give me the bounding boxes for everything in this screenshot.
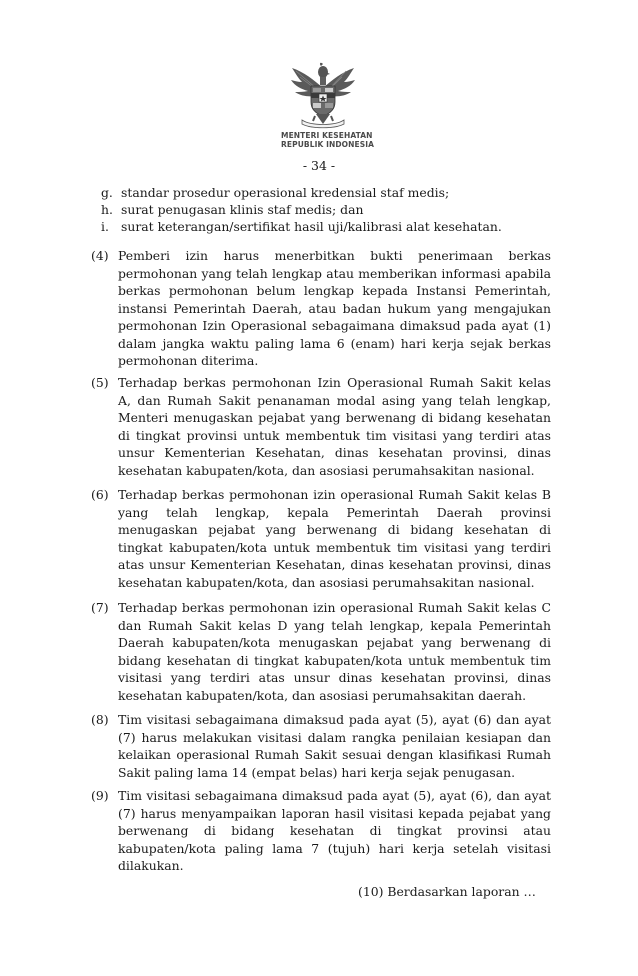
- paragraph-5: [91, 374, 551, 479]
- ministry-line-2: REPUBLIK INDONESIA: [281, 140, 375, 149]
- list-letter: g.: [101, 185, 113, 200]
- list-letter: i.: [101, 219, 109, 234]
- paragraph-number: (9): [91, 788, 109, 803]
- list-text: surat keterangan/sertifikat hasil uji/kalibrasi alat kesehatan.: [121, 219, 502, 234]
- continuation-note: (10) Berdasarkan laporan …: [358, 884, 536, 899]
- paragraph-text: Tim visitasi sebagaimana dimaksud pada ayat (5), ayat (6), dan ayat (7) harus menyampaikan laporan hasil visitasi kepada pejabat yang berwenang di bidang kesehatan di tingkat provinsi atau kabupaten/kota paling lama 7 (tujuh) hari kerja setelah visitasi dilakukan.: [118, 788, 551, 873]
- list-item-g: [101, 184, 449, 201]
- page-number: - 34 -: [302, 158, 336, 173]
- paragraph-number: (7): [91, 600, 109, 615]
- list-item-h: [101, 201, 363, 218]
- paragraph-text: Tim visitasi sebagaimana dimaksud pada ayat (5), ayat (6) dan ayat (7) harus melakukan visitasi dalam rangka penilaian kesiapan dan kelaikan operasional Rumah Sakit sesuai dengan klasifikasi Rumah Sakit paling lama 14 (empat belas) hari kerja sejak penugasan.: [118, 712, 551, 780]
- paragraph-7: [91, 599, 551, 704]
- paragraph-6: [91, 486, 551, 591]
- garuda-emblem-icon: [286, 58, 360, 130]
- ministry-title: [281, 131, 401, 149]
- paragraph-text: Pemberi izin harus menerbitkan bukti penerimaan berkas permohonan yang telah lengkap atau memberikan informasi apabila berkas permohonan belum lengkap kepada Instansi Pemerintah, instansi Pemerintah Daerah, atau badan hukum yang mengajukan permohonan Izin Operasional sebagaimana dimaksud pada ayat (1) dalam jangka waktu paling lama 6 (enam) hari kerja sejak berkas permohonan diterima.: [118, 248, 551, 368]
- list-text: surat penugasan klinis staf medis; dan: [121, 202, 364, 217]
- list-text: standar prosedur operasional kredensial staf medis;: [121, 185, 450, 200]
- paragraph-text: Terhadap berkas permohonan izin operasional Rumah Sakit kelas C dan Rumah Sakit kelas D yang telah lengkap, kepala Pemerintah Daerah kabupaten/kota menugaskan pejabat yang berwenang di bidang kesehatan di tingkat kabupaten/kota untuk membentuk tim visitasi yang terdiri atas unsur dinas kesehatan provinsi, dinas kesehatan kabupaten/kota, dan asosiasi perumahsakitan daerah.: [118, 600, 551, 703]
- paragraph-text: Terhadap berkas permohonan Izin Operasional Rumah Sakit kelas A, dan Rumah Sakit penanaman modal asing yang telah lengkap, Menteri menugaskan pejabat yang berwenang di bidang kesehatan di tingkat provinsi untuk membentuk tim visitasi yang terdiri atas unsur Kementerian Kesehatan, dinas kesehatan provinsi, dinas kesehatan kabupaten/kota, dan asosiasi perumahsakitan nasional.: [118, 375, 551, 478]
- letterhead: [0, 58, 638, 170]
- paragraph-number: (8): [91, 712, 109, 727]
- ministry-line-1: MENTERI KESEHATAN: [281, 131, 373, 140]
- paragraph-text: Terhadap berkas permohonan izin operasional Rumah Sakit kelas B yang telah lengkap, kepala Pemerintah Daerah provinsi menugaskan pejabat yang berwenang di bidang kesehatan di tingkat kabupaten/kota untuk membentuk tim visitasi yang terdiri atas unsur Kementerian Kesehatan, dinas kesehatan provinsi, dinas kesehatan kabupaten/kota, dan asosiasi perumahsakitan nasional.: [118, 487, 551, 590]
- paragraph-9: [91, 787, 551, 875]
- list-item-i: [101, 218, 502, 235]
- paragraph-number: (4): [91, 248, 109, 263]
- paragraph-number: (5): [91, 375, 109, 390]
- list-letter: h.: [101, 202, 113, 217]
- paragraph-4: [91, 247, 551, 370]
- paragraph-number: (6): [91, 487, 109, 502]
- paragraph-8: [91, 711, 551, 781]
